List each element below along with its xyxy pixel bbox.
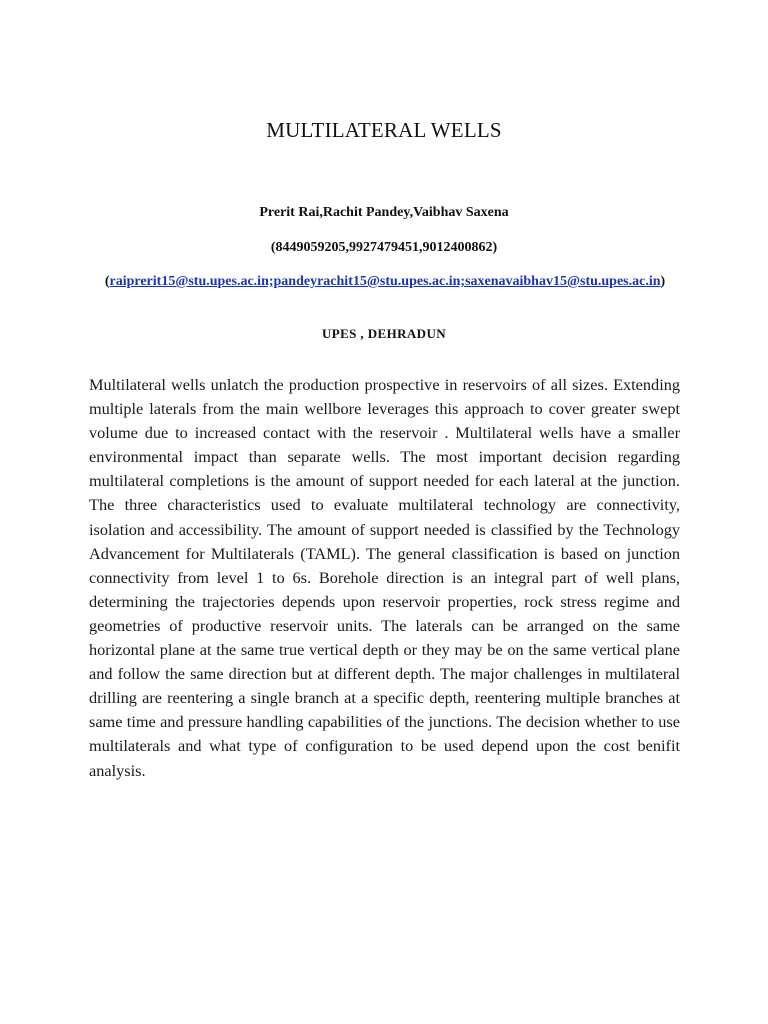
document-title: MULTILATERAL WELLS [266,118,502,142]
author-phone-numbers: (8449059205,9927479451,9012400862) [270,240,498,255]
email-close-paren: ) [660,274,666,289]
abstract-paragraph: Multilateral wells unlatch the production prospective in reservoirs of all sizes. Extending multiple laterals from the main wellbore leverages this approach to cover greater swept volume due to increased contact with the reservoir . Multilateral wells have a smaller environmental impact than separate wells. The most important decision regarding multilateral completions is the amount of support needed for each lateral at the junction. The three characteristics used to evaluate multilateral technology are connectivity, isolation and accessibility. The amount of support needed is classified by the Technology Advancement for Multilaterals (TAML). The general classification is based on junction connectivity from level 1 to 6s. Borehole direction is an integral part of well plans, determining the trajectories depends upon reservoir properties, rock stress regime and geometries of productive reservoir units. The laterals can be arranged on the same horizontal plane at the same true vertical depth or they may be on the same vertical plane and follow the same direction but at different depth. The major challenges in multilateral drilling are reentering a single branch at a specific depth, reentering multiple branches at same time and pressure handling capabilities of the junctions. The decision whether to use multilaterals and what type of configuration to be used depend upon the cost benifit analysis. [89,375,680,780]
email-open-paren: ( [104,274,110,289]
author-emails [88,271,682,293]
author-names: Prerit Rai,Rachit Pandey,Vaibhav Saxena [259,205,509,220]
affiliation: UPES , DEHRADUN [321,326,447,341]
email-link[interactable]: raiprerit15@stu.upes.ac.in;pandeyrachit15@stu.upes.ac.in;saxenavaibhav15@stu.upes.ac.in [109,274,661,289]
